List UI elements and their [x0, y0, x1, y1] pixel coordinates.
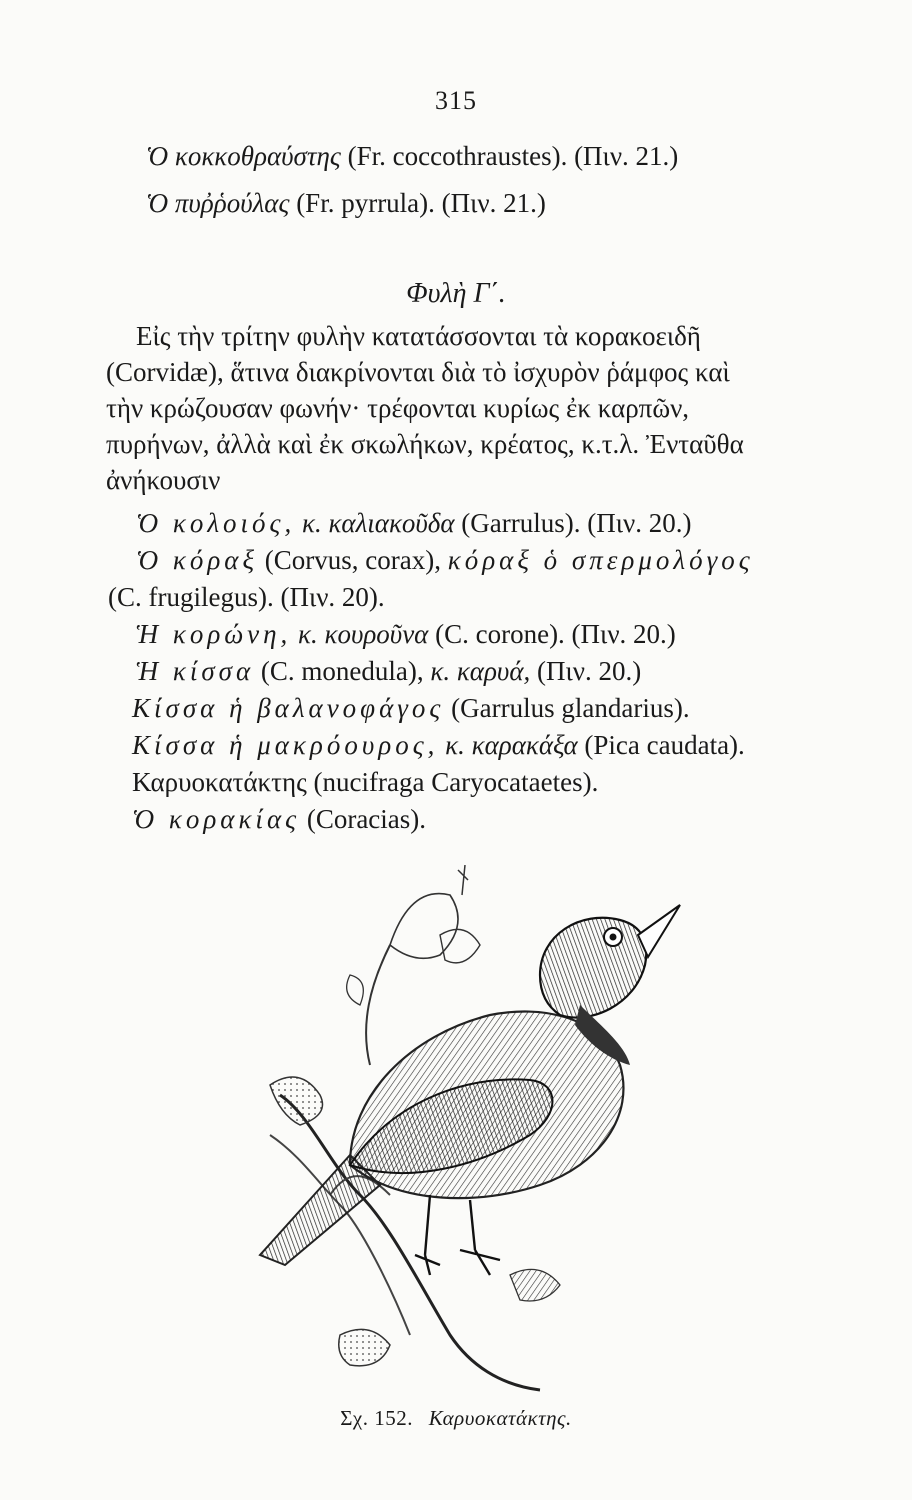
species-line: Ὁ κορακίας (Coracias). — [132, 804, 427, 834]
caption-label: Σχ. 152. — [340, 1406, 413, 1430]
line-coccothraustes: Ὁ κοκκοθραύστης (Fr. coccothraustes). (Πιν. 21.) — [146, 141, 679, 171]
species-line: (C. frugilegus). (Πιν. 20). — [108, 582, 385, 612]
species-line: Ὁ κόραξ (Corvus, corax), κόραξ ὁ σπερμολόγος — [136, 545, 754, 575]
bird-beak — [638, 905, 680, 957]
paragraph-line: τὴν κρώζουσαν φωνήν· τρέφονται κυρίως ἐκ καρπῶν, — [106, 393, 690, 423]
paragraph-line: Εἰς τὴν τρίτην φυλὴν κατατάσσονται τὰ κορακοειδῆ — [136, 321, 701, 351]
bird-head — [540, 918, 646, 1018]
section-heading: Φυλὴ Γ΄. — [406, 278, 506, 309]
paragraph-line: πυρήνων, ἀλλὰ καὶ ἐκ σκωλήκων, κρέατος, κ.τ.λ. Ἐνταῦθα — [106, 429, 744, 459]
figure-caption — [0, 1406, 912, 1431]
paragraph-line: (Corvidæ), ἅτινα διακρίνονται διὰ τὸ ἰσχυρὸν ῥάμφος καὶ — [106, 357, 730, 387]
species-line: Κίσσα ἡ βαλανοφάγος (Garrulus glandarius). — [132, 693, 690, 723]
species-line: Ἡ κίσσα (C. monedula), κ. καρυά, (Πιν. 20.) — [136, 656, 642, 686]
species-line: Κίσσα ἡ μακρόουρος, κ. καρακάξα (Pica caudata). — [132, 730, 745, 760]
page-number: 315 — [435, 86, 477, 115]
intro-paragraph — [106, 318, 796, 498]
paragraph-line: ἀνήκουσιν — [106, 465, 221, 495]
species-line: Καρυοκατάκτης (nucifraga Caryocataetes). — [132, 767, 599, 797]
bird-legs — [415, 1195, 500, 1275]
species-line: Ἡ κορώνη, κ. κουροῦνα (C. corone). (Πιν. 20.) — [136, 619, 676, 649]
line-pyrrula: Ὁ πυῤῥούλας (Fr. pyrrula). (Πιν. 21.) — [146, 188, 546, 218]
caption-name: Καρυοκατάκτης. — [428, 1406, 572, 1430]
species-line: Ὁ κολοιός, κ. καλιακοῦδα (Garrulus). (Πιν. 20.) — [136, 508, 692, 538]
nutcracker-bird-illustration — [240, 865, 700, 1405]
